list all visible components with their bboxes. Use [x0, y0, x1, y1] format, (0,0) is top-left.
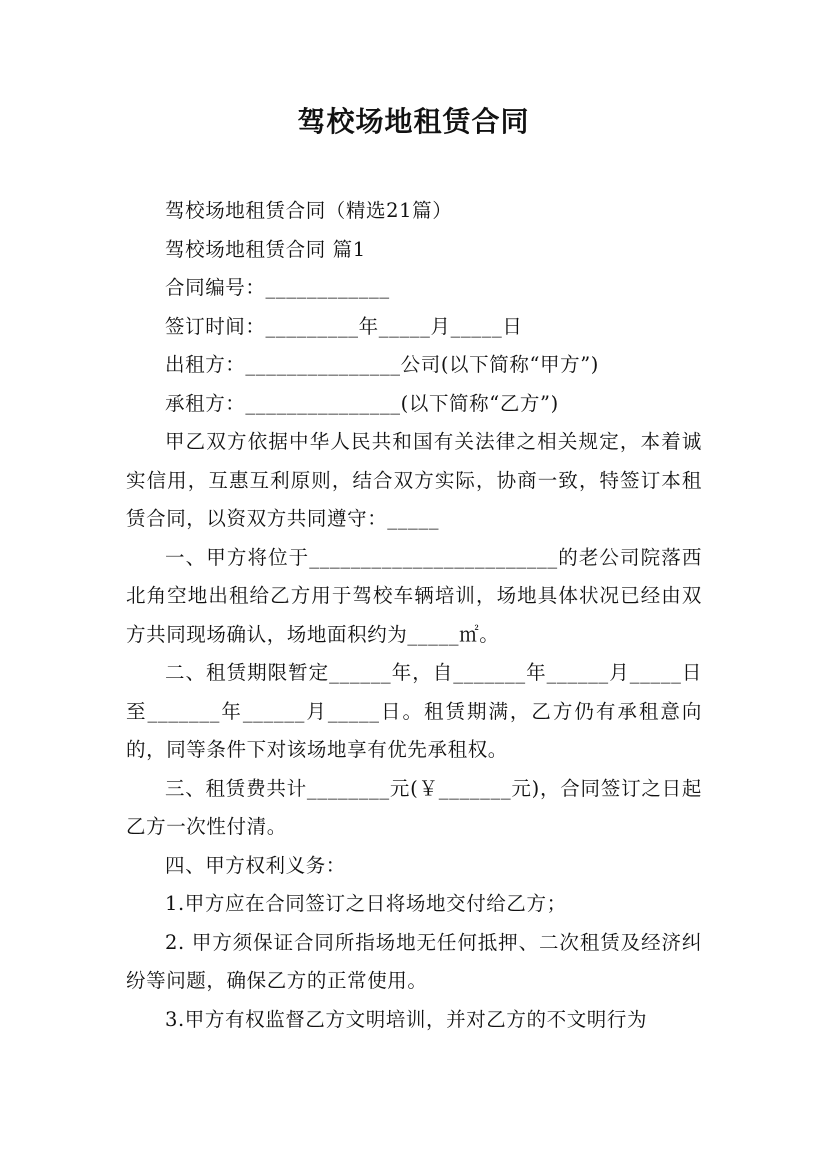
paragraph-lessor: 出租方：_______________公司(以下简称“甲方”) — [165, 353, 600, 376]
paragraph-section-heading: 驾校场地租赁合同 篇1 — [165, 237, 366, 261]
paragraph-signing-date: 签订时间：_________年_____月_____日 — [165, 314, 523, 338]
paragraph-clause-1: 一、甲方将位于________________________的老公司院落西北角空地出租给乙方用于驾校车辆培训，场地具体状况已经由双方共同现场确认，场地面积约为_____㎡。 — [126, 545, 702, 646]
paragraph-lessee: 承租方：_______________(以下简称“乙方”) — [165, 391, 559, 415]
paragraph-subtitle: 驾校场地租赁合同（精选21篇） — [165, 199, 453, 222]
document-body — [126, 192, 702, 1039]
paragraph-clause-4-heading: 四、甲方权利义务： — [165, 853, 346, 877]
paragraph-clause-4-item-2: 2. 甲方须保证合同所指场地无任何抵押、二次租赁及经济纠纷等问题，确保乙方的正常使用。 — [126, 930, 702, 992]
paragraph-clause-4-item-1: 1.甲方应在合同签订之日将场地交付给乙方； — [165, 892, 567, 915]
paragraph-clause-3: 三、租赁费共计________元(￥_______元)，合同签订之日起乙方一次性付清。 — [126, 776, 702, 838]
paragraph-clause-4-item-3: 3.甲方有权监督乙方文明培训，并对乙方的不文明行为 — [165, 1007, 648, 1031]
paragraph-preamble: 甲乙双方依据中华人民共和国有关法律之相关规定，本着诚实信用，互惠互利原则，结合双方实际，协商一致，特签订本租赁合同，以资双方共同遵守：_____ — [126, 430, 702, 530]
paragraph-contract-number: 合同编号：____________ — [165, 276, 390, 299]
document-title: 驾校场地租赁合同 — [297, 105, 530, 138]
paragraph-clause-2: 二、租赁期限暂定______年，自_______年______月_____日至_______年______月_____日。租赁期满，乙方仍有承租意向的，同等条件下对该场地享有优先承租权。 — [126, 661, 702, 761]
